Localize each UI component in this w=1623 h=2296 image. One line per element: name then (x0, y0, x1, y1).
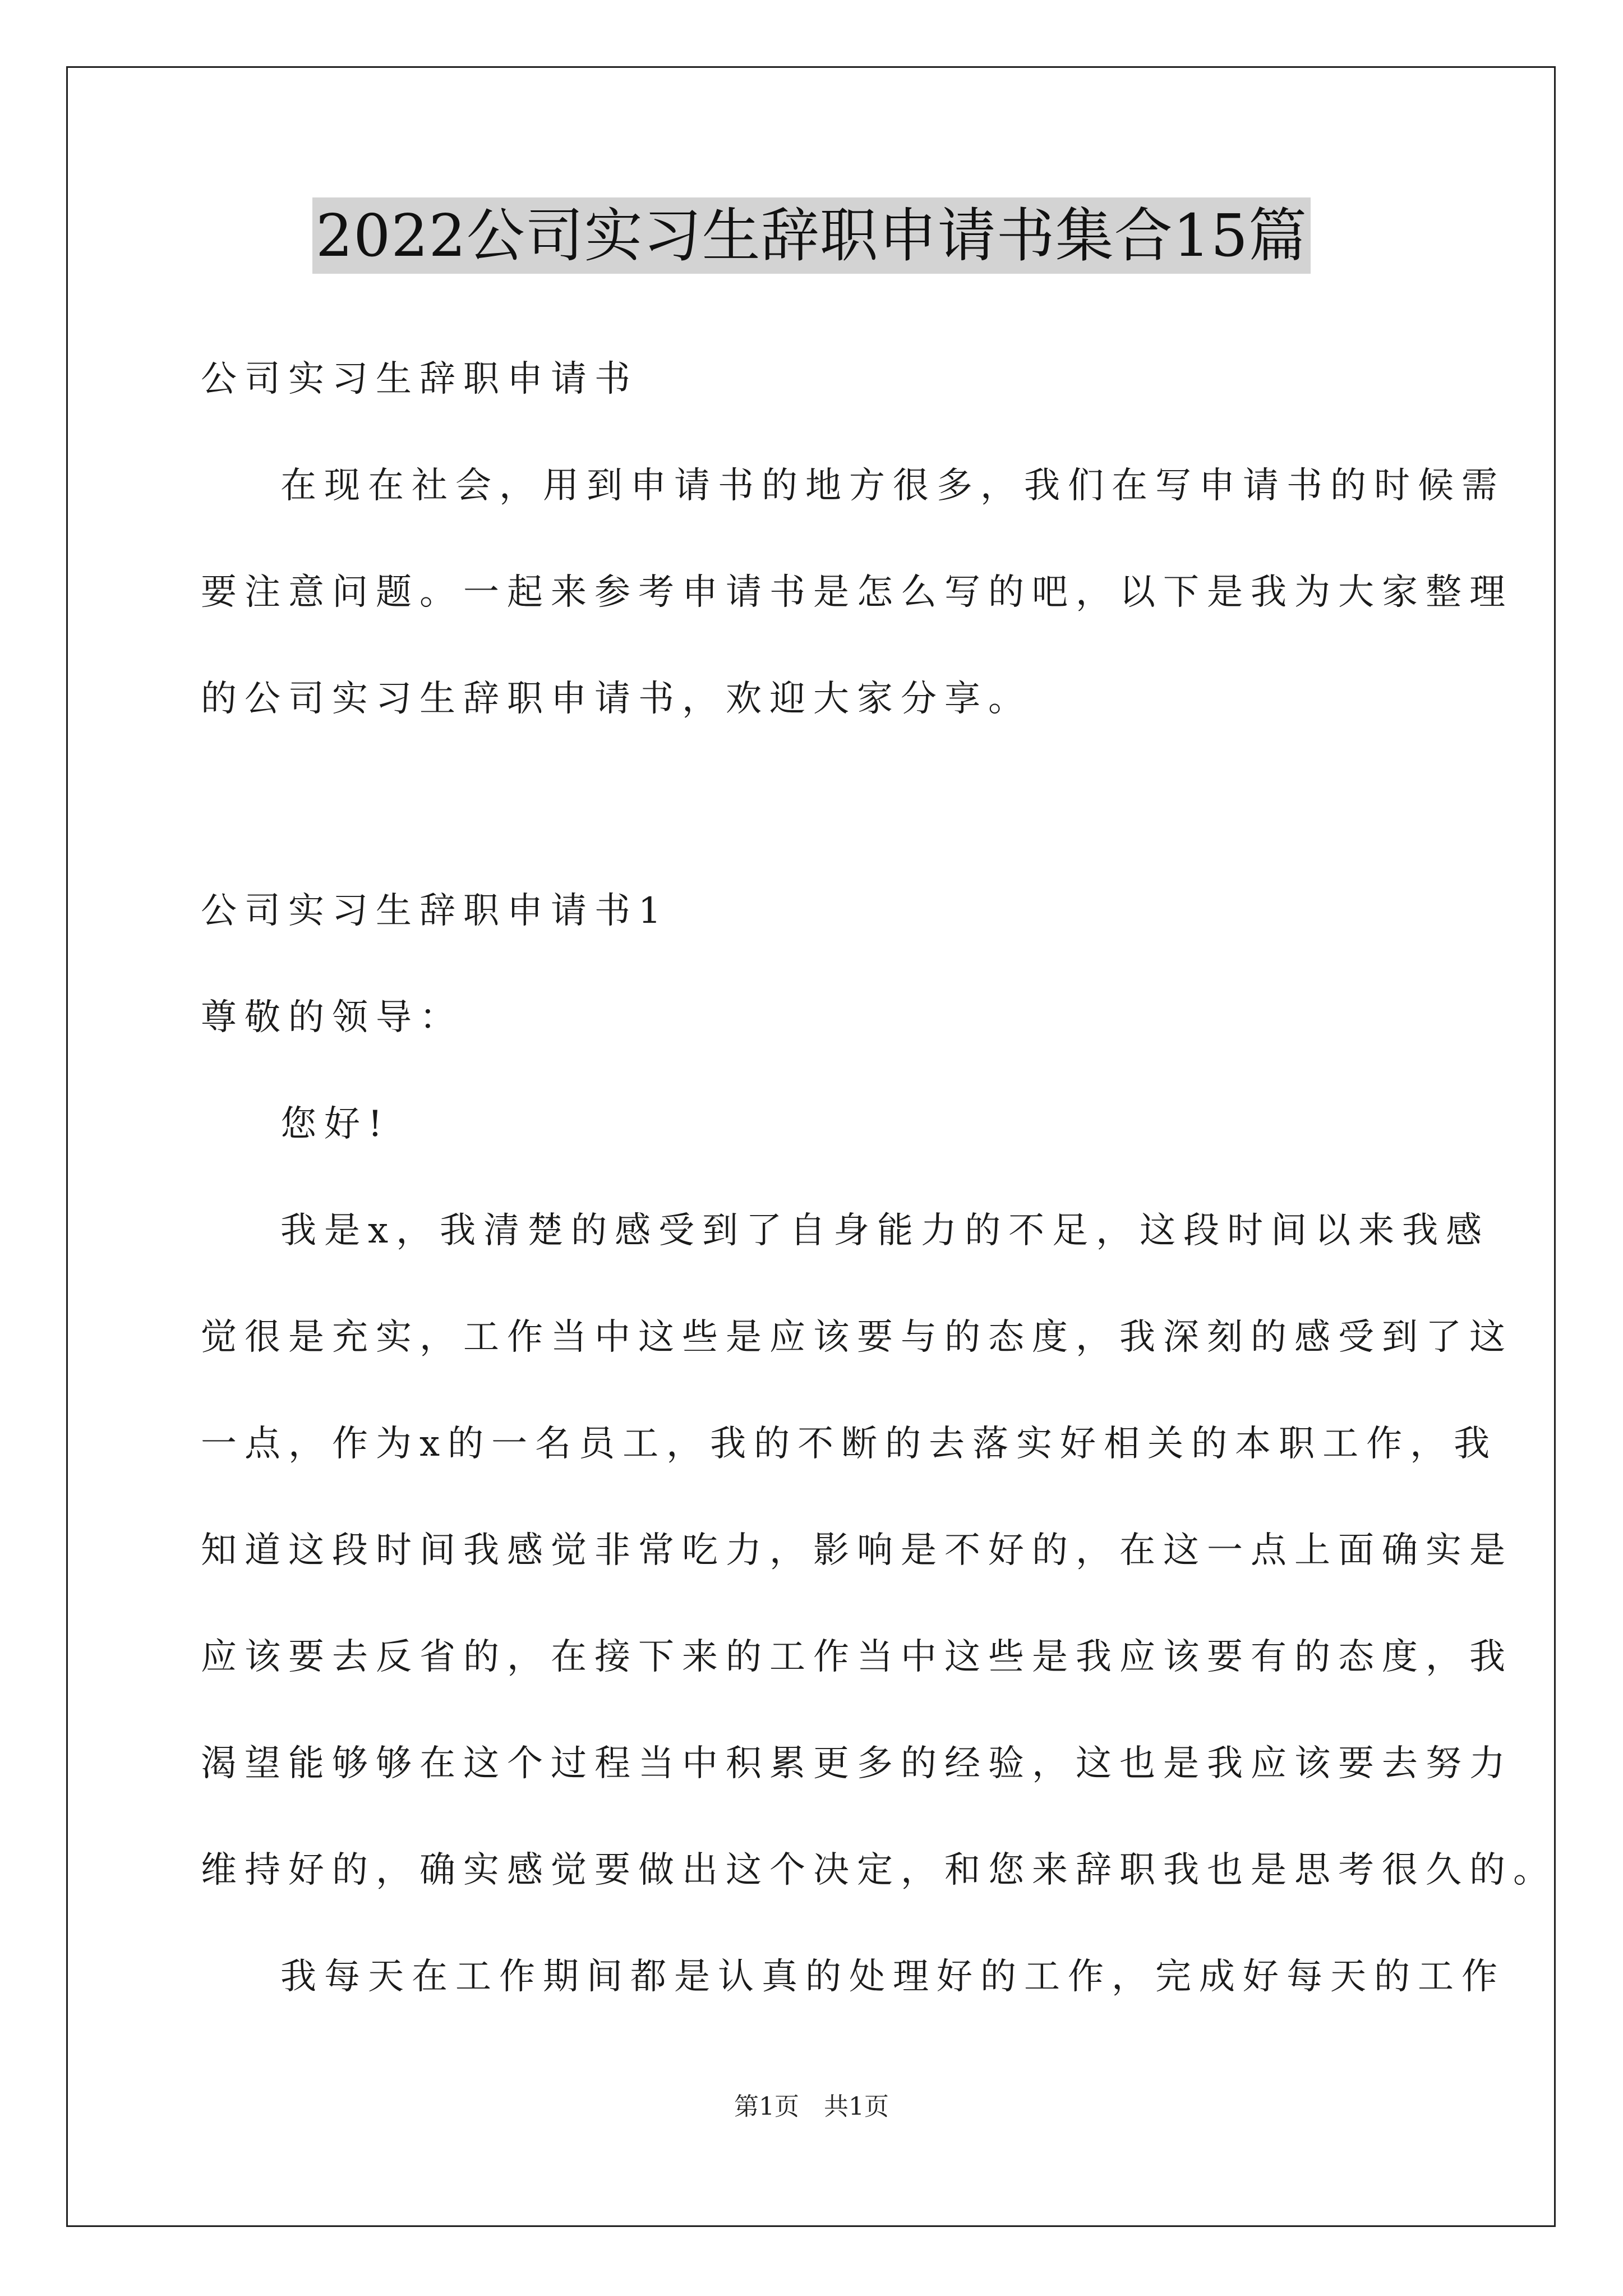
para1-line-7: 维持好的，确实感觉要做出这个决定，和您来辞职我也是思考很久的。 (201, 1849, 1557, 1891)
para1-line-6: 渴望能够够在这个过程当中积累更多的经验，这也是我应该要去努力 (201, 1743, 1513, 1784)
para1-line-3: 一点，作为x的一名员工，我的不断的去落实好相关的本职工作，我 (201, 1423, 1498, 1465)
intro-heading: 公司实习生辞职申请书 (201, 358, 638, 400)
section-heading: 公司实习生辞职申请书1 (201, 890, 669, 932)
page-footer: 第1页 共1页 (734, 2092, 889, 2121)
para1-line-5: 应该要去反省的，在接下来的工作当中这些是我应该要有的态度，我 (201, 1636, 1513, 1678)
title-container (0, 197, 1623, 274)
para1-line-1: 我是x，我清楚的感受到了自身能力的不足，这段时间以来我感 (280, 1210, 1490, 1251)
para2-line-1: 我每天在工作期间都是认真的处理好的工作，完成好每天的工作 (280, 1956, 1505, 1998)
document-title: 2022公司实习生辞职申请书集合15篇 (312, 197, 1311, 274)
intro-line-1: 在现在社会，用到申请书的地方很多，我们在写申请书的时候需 (280, 465, 1505, 507)
salutation: 尊敬的领导： (201, 997, 463, 1038)
intro-line-2: 要注意问题。一起来参考申请书是怎么写的吧，以下是我为大家整理 (201, 572, 1513, 613)
greeting: 您好! (280, 1103, 390, 1145)
para1-line-2: 觉很是充实，工作当中这些是应该要与的态度，我深刻的感受到了这 (201, 1317, 1513, 1358)
para1-line-4: 知道这段时间我感觉非常吃力，影响是不好的，在这一点上面确实是 (201, 1530, 1513, 1571)
intro-line-3: 的公司实习生辞职申请书，欢迎大家分享。 (201, 678, 1032, 720)
